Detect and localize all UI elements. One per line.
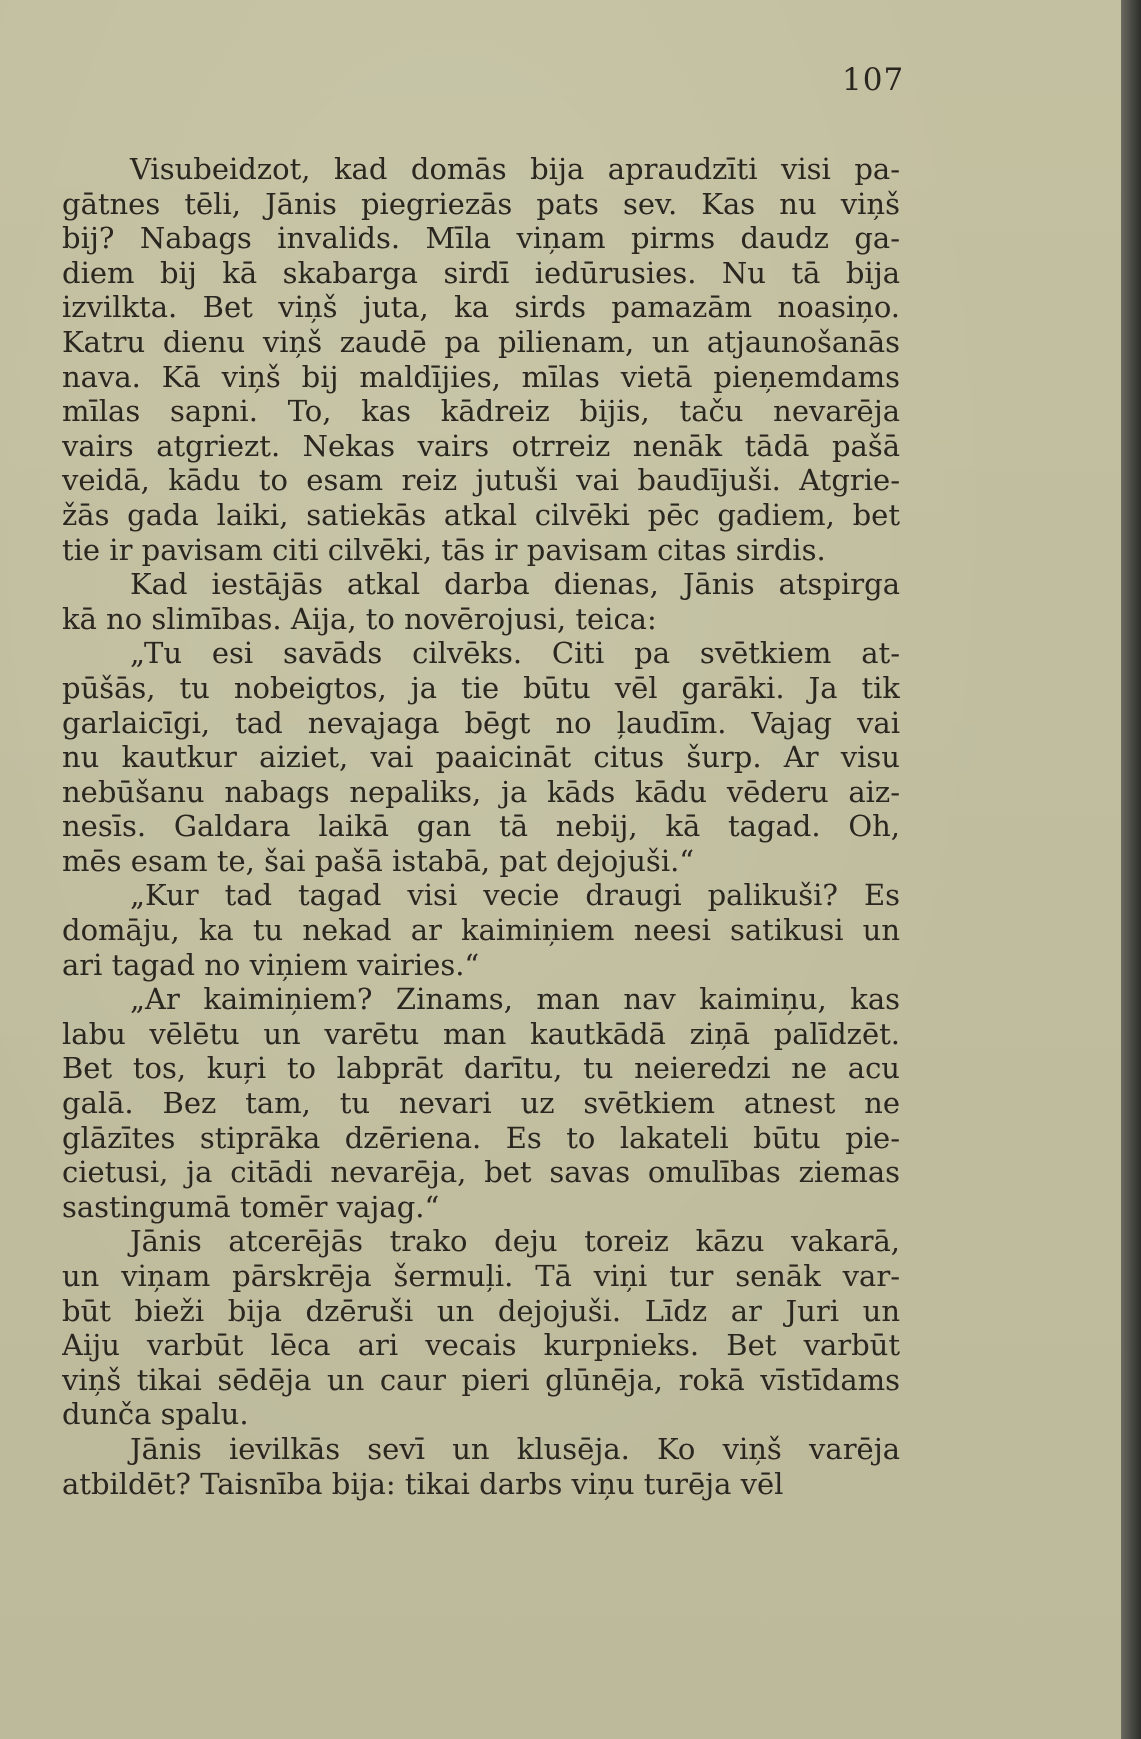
text-line: ari tagad no viņiem vairies.“ xyxy=(62,947,480,982)
text-line: „Kur tad tagad visi vecie draugi palikuši? Es xyxy=(130,878,900,913)
text-line: tie ir pavisam citi cilvēki, tās ir pavisam citas sirdis. xyxy=(62,532,826,567)
text-line: Aiju varbūt lēca ari vecais kurpnieks. Bet varbūt xyxy=(62,1328,900,1363)
text-line: veidā, kādu to esam reiz jutuši vai baudījuši. Atgrie- xyxy=(62,463,900,498)
text-line: izvilkta. Bet viņš juta, ka sirds pamazām noasiņo. xyxy=(62,290,900,325)
text-line: viņš tikai sēdēja un caur pieri glūnēja, rokā vīstīdams xyxy=(62,1362,900,1397)
text-line: atbildēt? Taisnība bija: tikai darbs viņu turēja vēl xyxy=(62,1466,784,1501)
text-line: Jānis ievilkās sevī un klusēja. Ko viņš varēja xyxy=(130,1431,900,1466)
text-line: mēs esam te, šai pašā istabā, pat dejojuši.“ xyxy=(62,843,695,878)
text-line: Katru dienu viņš zaudē pa pilienam, un atjaunošanās xyxy=(62,324,900,359)
text-line: kā no slimības. Aija, to novērojusi, teica: xyxy=(62,601,657,636)
text-line: garlaicīgi, tad nevajaga bēgt no ļaudīm. Vajag vai xyxy=(62,705,900,740)
paragraph xyxy=(62,152,900,567)
paragraph xyxy=(62,878,900,982)
body-text xyxy=(62,152,900,1501)
text-line: cietusi, ja citādi nevarēja, bet savas omulības ziemas xyxy=(62,1155,900,1190)
text-line: vairs atgriezt. Nekas vairs otrreiz nenāk tādā pašā xyxy=(62,428,900,463)
paragraph xyxy=(62,567,900,636)
text-line: būt bieži bija dzēruši un dejojuši. Līdz ar Juri un xyxy=(62,1293,900,1328)
paragraph xyxy=(62,636,900,878)
text-line: nesīs. Galdara laikā gan tā nebij, kā tagad. Oh, xyxy=(62,809,900,844)
text-line: Bet tos, kuŗi to labprāt darītu, tu neieredzi ne acu xyxy=(62,1051,900,1086)
text-line: Visubeidzot, kad domās bija apraudzīti visi pa- xyxy=(130,152,900,186)
paragraph xyxy=(62,982,900,1224)
text-line: pūšās, tu nobeigtos, ja tie būtu vēl garāki. Ja tik xyxy=(62,670,900,705)
text-line: žās gada laiki, satiekās atkal cilvēki pēc gadiem, bet xyxy=(62,497,900,532)
text-line: Kad iestājās atkal darba dienas, Jānis atspirga xyxy=(130,567,900,602)
text-line: un viņam pārskrēja šermuļi. Tā viņi tur senāk var- xyxy=(62,1259,900,1293)
text-line: dunča spalu. xyxy=(62,1397,249,1432)
text-line: mīlas sapni. To, kas kādreiz bijis, taču nevarēja xyxy=(62,394,900,429)
text-line: gātnes tēli, Jānis piegriezās pats sev. Kas nu viņš xyxy=(62,186,900,221)
text-line: sastingumā tomēr vajag.“ xyxy=(62,1189,440,1224)
text-line: bij? Nabags invalids. Mīla viņam pirms daudz ga- xyxy=(62,221,900,256)
paragraph xyxy=(62,1432,900,1501)
text-line: „Tu esi savāds cilvēks. Citi pa svētkiem at- xyxy=(130,636,900,671)
text-line: nu kautkur aiziet, vai paaicināt citus šurp. Ar visu xyxy=(62,740,900,775)
text-line: nava. Kā viņš bij maldījies, mīlas vietā pieņemdams xyxy=(62,359,900,394)
text-line: glāzītes stiprāka dzēriena. Es to lakateli būtu pie- xyxy=(62,1120,900,1155)
text-line: Jānis atcerējās trako deju toreiz kāzu vakarā, xyxy=(130,1224,900,1259)
text-line: nebūšanu nabags nepaliks, ja kāds kādu vēderu aiz- xyxy=(62,774,900,809)
text-line: „Ar kaimiņiem? Zinams, man nav kaimiņu, kas xyxy=(130,982,900,1017)
text-line: domāju, ka tu nekad ar kaimiņiem neesi satikusi un xyxy=(62,913,900,948)
text-line: galā. Bez tam, tu nevari uz svētkiem atnest ne xyxy=(62,1086,900,1121)
text-line: labu vēlētu un varētu man kautkādā ziņā palīdzēt. xyxy=(62,1016,900,1051)
page-number: 107 xyxy=(842,62,905,98)
paragraph xyxy=(62,1224,900,1432)
text-line: diem bij kā skabarga sirdī iedūrusies. Nu tā bija xyxy=(62,255,900,290)
page-edge-shadow xyxy=(1121,0,1141,1739)
